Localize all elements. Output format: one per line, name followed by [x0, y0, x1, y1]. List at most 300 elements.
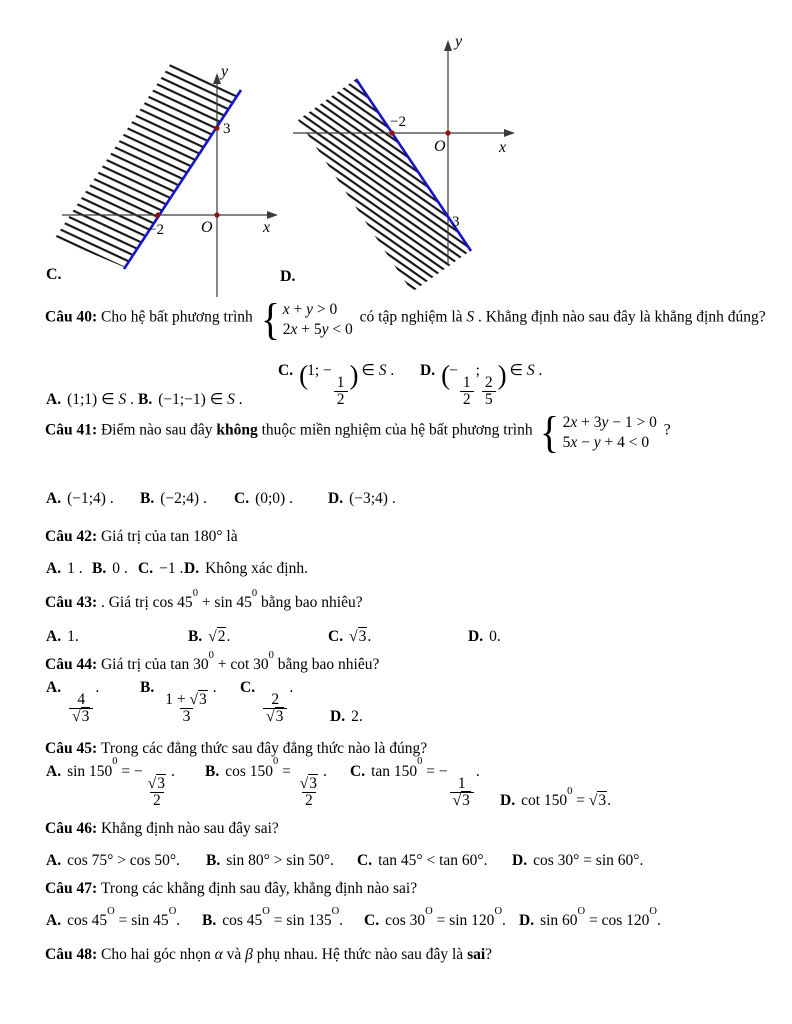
radicand: 3: [81, 708, 90, 726]
x-intercept-label: −2: [148, 222, 164, 238]
plain-text: + 3: [577, 414, 602, 431]
option-key: A.: [46, 678, 62, 696]
brace-icon: {: [540, 408, 560, 458]
question-q40: [45, 295, 782, 345]
plain-text: Điểm nào sau đây: [100, 421, 217, 439]
option-key: B.: [188, 628, 203, 645]
plain-text: −: [449, 361, 458, 379]
plain-text: Cho hai góc nhọn: [100, 946, 215, 963]
y-axis-label: y: [221, 63, 229, 80]
plain-text: và: [222, 946, 246, 963]
bold-text: Câu 42:: [45, 528, 101, 545]
question-q44: [45, 649, 782, 674]
numerator: [162, 692, 211, 709]
numerator: [145, 776, 169, 793]
option-q45-b: [205, 756, 327, 810]
point-x-intercept: [155, 212, 160, 217]
plain-text: 3: [182, 708, 191, 726]
plain-text: Cho hệ bất phương trình: [100, 308, 257, 326]
option-q46-b: [206, 852, 334, 870]
math-variable: β: [245, 946, 253, 963]
plain-text: cos 75° > cos 50°.: [67, 852, 180, 869]
radicand: 3: [198, 690, 207, 708]
plain-text: = sin 120: [432, 912, 495, 929]
plain-text: .: [212, 678, 217, 696]
answers-q47: [0, 906, 792, 930]
question-q41: [45, 408, 782, 458]
plain-text: cos 30° = sin 60°.: [533, 852, 644, 869]
plain-text: ?: [659, 421, 671, 439]
plain-text: .: [171, 762, 175, 780]
radicand: 3: [309, 774, 318, 792]
plain-text: bằng bao nhiêu?: [273, 656, 380, 673]
plain-text: < 0: [328, 321, 353, 339]
option-key: D.: [328, 490, 344, 507]
plain-text: Giá trị của tan 30: [100, 656, 209, 673]
radical: √3: [299, 774, 318, 792]
origin-label: O: [434, 138, 446, 155]
numerator: [268, 692, 282, 709]
plain-text: Trong các khẳng định sau đây, khẳng định nào sai?: [100, 880, 418, 897]
x-axis-arrow-icon: [504, 129, 515, 137]
option-key: D.: [500, 792, 516, 809]
plain-text: (0;0) .: [255, 490, 293, 507]
inequality-system: [260, 295, 353, 345]
plain-text: .: [95, 678, 100, 696]
point-origin: [214, 212, 219, 217]
plain-text: 0 .: [112, 560, 128, 577]
plain-text: 2: [562, 414, 571, 431]
radical: √3: [349, 628, 367, 645]
fraction: [460, 375, 474, 409]
fraction: [263, 692, 287, 726]
math-variable: S: [526, 361, 535, 379]
radicand: 3: [358, 628, 367, 645]
option-key: C.: [357, 852, 373, 869]
bold-text: Câu 46:: [45, 820, 101, 837]
option-key: A.: [46, 628, 62, 645]
brace-icon: {: [260, 295, 280, 345]
option-q41-d: [328, 490, 396, 508]
plain-text: −1 .: [159, 560, 184, 577]
plain-text: . Khẳng định nào sau đây là khẳng định đúng?: [474, 308, 766, 326]
option-q47-d: [519, 905, 661, 930]
plain-text: =: [572, 792, 589, 809]
plain-text: .: [607, 792, 612, 809]
superscript: 0: [112, 756, 118, 768]
option-key: D.: [420, 361, 436, 379]
superscript: 0: [251, 587, 258, 599]
superscript: O: [262, 905, 270, 917]
denominator: [450, 792, 474, 810]
plain-text: 2: [484, 373, 493, 391]
plain-text: 5: [484, 391, 493, 409]
option-key: C.: [328, 628, 344, 645]
figure-d-graph: [285, 30, 550, 300]
system-row: [563, 413, 657, 433]
math-variable: y: [601, 414, 609, 431]
superscript: 0: [268, 649, 274, 661]
option-key: D.: [184, 560, 200, 577]
radicand: 3: [598, 792, 607, 809]
plain-text: = cos 120: [585, 912, 650, 929]
plain-text: = sin 135: [269, 912, 332, 929]
option-key: C.: [350, 762, 366, 780]
plain-text: 1 .: [67, 560, 83, 577]
option-q44-b: [140, 679, 217, 726]
numerator: [460, 375, 474, 392]
x-axis-arrow-icon: [267, 211, 278, 219]
option-key: A.: [46, 560, 62, 577]
option-key: C.: [138, 560, 154, 577]
answers-q41: [0, 482, 792, 508]
plain-text: .: [234, 391, 243, 408]
plain-text: 1: [336, 373, 345, 391]
option-q40-c: [278, 361, 394, 409]
figure-d-label: D.: [280, 268, 296, 285]
fraction: [334, 375, 348, 409]
plain-text: cos 150: [225, 762, 274, 780]
answers-q44: [0, 678, 792, 726]
math-variable: S: [378, 361, 387, 379]
option-key: C.: [364, 912, 380, 929]
y-intercept-label: 3: [452, 214, 460, 230]
denominator: [482, 391, 496, 409]
plain-text: ?: [485, 946, 493, 963]
y-axis-arrow-icon: [444, 40, 452, 51]
x-axis-label: x: [499, 139, 507, 156]
option-key: C.: [240, 678, 256, 696]
system-row: [283, 320, 353, 340]
math-variable: x: [282, 301, 290, 318]
plain-text: Không xác định.: [205, 560, 308, 577]
plain-text: 2: [271, 690, 280, 708]
bold-text: Câu 45:: [45, 740, 101, 757]
plain-text: 1 +: [165, 690, 190, 708]
option-q43-c: [328, 628, 371, 646]
superscript: O: [494, 905, 503, 917]
radicand: 3: [275, 708, 284, 726]
question-q42: [45, 528, 782, 546]
option-key: C.: [234, 490, 250, 507]
fraction: [482, 375, 496, 409]
superscript: 0: [192, 587, 198, 599]
plain-text: 2: [305, 792, 313, 810]
plain-text: cos 30: [385, 912, 426, 929]
math-variable: x: [570, 414, 578, 431]
plain-text: + 4 < 0: [600, 434, 650, 452]
bold-text: Câu 43:: [45, 594, 101, 611]
point-x-intercept: [389, 130, 394, 135]
plain-text: .: [289, 678, 294, 696]
plain-text: (−2;4) .: [160, 490, 207, 507]
option-q41-c: [234, 490, 293, 508]
radical: √3: [189, 690, 207, 708]
plain-text: 2: [153, 792, 161, 810]
superscript: 0: [208, 649, 214, 661]
plain-text: 2: [336, 391, 345, 409]
plain-text: cos 45: [67, 912, 108, 929]
option-key: C.: [278, 361, 294, 379]
shaded-region: [298, 79, 470, 292]
answers-q45: [0, 756, 792, 810]
numerator: [482, 375, 496, 392]
plain-text: sin 60: [540, 912, 578, 929]
bold-text: Câu 40:: [45, 308, 101, 326]
option-key: D.: [468, 628, 484, 645]
plain-text: .: [386, 361, 395, 379]
plain-text: .: [657, 912, 661, 929]
plain-text: Khẳng định nào sau đây sai?: [100, 820, 279, 837]
math-variable: x: [570, 434, 578, 452]
plain-text: + cot 30: [213, 656, 269, 673]
plain-text: 1.: [67, 628, 79, 645]
denominator: [460, 391, 474, 409]
option-key: A.: [46, 391, 62, 408]
superscript: O: [107, 905, 115, 917]
figure-c-graph: [40, 45, 280, 300]
option-q45-c: [350, 756, 480, 810]
denominator: [334, 391, 348, 409]
plain-text: Giá trị của tan 180° là: [100, 528, 238, 545]
superscript: 0: [567, 785, 573, 797]
fraction: [450, 776, 474, 810]
plain-text: .: [176, 912, 181, 929]
radical: √3: [266, 708, 284, 726]
plain-text: 2: [282, 321, 291, 339]
plain-text: .: [534, 361, 543, 379]
option-q40-b: [138, 390, 243, 409]
option-key: B.: [205, 762, 220, 780]
plain-text: + 5: [297, 321, 322, 339]
plain-text: .: [226, 628, 231, 645]
big-paren: ): [349, 359, 358, 390]
option-q46-d: [512, 852, 643, 870]
plain-text: > 0: [313, 301, 338, 318]
option-q44-c: [240, 679, 293, 726]
plain-text: 5: [562, 434, 571, 452]
plain-text: cot 150: [521, 792, 568, 809]
option-q42-b: [92, 560, 128, 578]
big-paren: ): [497, 359, 506, 390]
question-q43: [45, 587, 782, 612]
answers-q43: [0, 622, 792, 646]
plain-text: −: [577, 434, 594, 452]
plain-text: (−3;4) .: [349, 490, 396, 507]
option-key: D.: [330, 708, 346, 725]
plain-text: bằng bao nhiêu?: [257, 594, 363, 611]
option-key: B.: [140, 490, 155, 507]
option-q42-c: [138, 560, 183, 578]
superscript: 0: [273, 756, 279, 768]
radicand: 2: [217, 628, 226, 645]
denominator: [180, 708, 194, 726]
radical: √3: [452, 792, 470, 810]
question-q47: [45, 880, 782, 898]
option-q40-d: [420, 361, 542, 409]
option-q47-c: [364, 905, 506, 930]
plain-text: 1; −: [307, 361, 332, 379]
option-key: A.: [46, 490, 62, 507]
option-q47-a: [46, 905, 181, 930]
plain-text: − 1 > 0: [608, 414, 657, 431]
math-variable: S: [118, 391, 127, 408]
option-key: A.: [46, 912, 62, 929]
plain-text: = −: [117, 762, 143, 780]
plain-text: 2.: [351, 708, 363, 725]
plain-text: .: [502, 912, 506, 929]
plain-text: phụ nhau. Hệ thức nào sau đây là: [252, 946, 468, 963]
bold-text: sai: [467, 946, 486, 963]
option-q44-a: [46, 679, 99, 726]
denominator: [302, 792, 316, 810]
denominator: [69, 708, 93, 726]
plain-text: .: [367, 628, 372, 645]
plain-text: . Giá trị cos 45: [100, 594, 193, 611]
option-key: A.: [46, 762, 62, 780]
plain-text: tan 150: [371, 762, 418, 780]
answers-q46: [0, 848, 792, 870]
radicand: 3: [157, 774, 166, 792]
radical: √2: [208, 628, 226, 645]
bold-text: Câu 48:: [45, 946, 101, 963]
plain-text: 0.: [489, 628, 501, 645]
option-q41-b: [140, 490, 207, 508]
plain-text: = −: [422, 762, 448, 780]
radical: √3: [72, 708, 90, 726]
answers-q42: [0, 556, 792, 578]
plain-text: + sin 45: [197, 594, 252, 611]
y-intercept-label: 3: [223, 121, 231, 137]
option-key: B.: [92, 560, 107, 577]
math-variable: x: [290, 321, 298, 339]
plain-text: +: [289, 301, 307, 318]
numerator: [74, 692, 88, 709]
plain-text: sin 150: [67, 762, 113, 780]
superscript: O: [649, 905, 658, 917]
y-axis-arrow-icon: [213, 73, 221, 84]
option-q42-d: [184, 560, 308, 578]
plain-text: 1: [457, 774, 466, 792]
bold-text: Câu 44:: [45, 656, 101, 673]
option-q46-c: [357, 852, 487, 870]
fraction: [162, 692, 211, 726]
system-row: [283, 300, 353, 320]
superscript: O: [168, 905, 177, 917]
superscript: O: [577, 905, 586, 917]
x-intercept-label: −2: [390, 114, 406, 130]
plain-text: cos 45: [222, 912, 263, 929]
option-q47-b: [202, 905, 344, 930]
option-q45-a: [46, 756, 175, 810]
plain-text: thuộc miền nghiệm của hệ bất phương trình: [257, 421, 537, 439]
superscript: 0: [417, 756, 423, 768]
answers-q40: [0, 359, 792, 409]
radical: √3: [588, 792, 607, 809]
option-key: D.: [512, 852, 528, 869]
plain-text: (1;1) ∈: [67, 391, 119, 408]
plain-text: .: [126, 391, 134, 408]
plain-text: có tập nghiệm là: [355, 308, 467, 326]
y-axis-label: y: [455, 33, 463, 50]
option-q43-b: [188, 628, 230, 646]
plain-text: Trong các đẳng thức sau đây đẳng thức nào là đúng?: [100, 740, 428, 757]
option-key: B.: [206, 852, 221, 869]
plain-text: tan 45° < tan 60°.: [378, 852, 488, 869]
fraction: [297, 776, 321, 810]
big-paren: (: [441, 359, 450, 390]
question-q46: [45, 820, 782, 838]
option-q45-d: [500, 785, 612, 810]
plain-text: =: [278, 762, 295, 780]
denominator: [150, 792, 164, 810]
option-q43-a: [46, 628, 79, 646]
system-row: [563, 433, 657, 453]
radicand: 3: [462, 792, 470, 810]
x-axis-label: x: [263, 219, 271, 236]
option-q46-a: [46, 852, 180, 870]
math-variable: S: [466, 308, 475, 326]
plain-text: 1: [462, 373, 471, 391]
plain-text: .: [339, 912, 344, 929]
superscript: O: [425, 905, 433, 917]
option-key: B.: [140, 678, 155, 696]
plain-text: = sin 45: [114, 912, 169, 929]
numerator: [297, 776, 321, 793]
math-variable: y: [321, 321, 329, 339]
point-y-intercept: [214, 125, 219, 130]
option-key: D.: [519, 912, 535, 929]
plain-text: .: [475, 762, 480, 780]
math-variable: y: [306, 301, 314, 318]
plain-text: .: [323, 762, 327, 780]
option-q44-d: [330, 708, 363, 726]
figure-c-label: C.: [46, 266, 62, 283]
fraction: [69, 692, 93, 726]
plain-text: 2: [462, 391, 471, 409]
option-key: B.: [202, 912, 217, 929]
bold-text: Câu 41:: [45, 421, 101, 439]
plain-text: sin 80° > sin 50°.: [226, 852, 334, 869]
plain-text: (−1;4) .: [67, 490, 114, 507]
plain-text: ;: [475, 361, 480, 379]
math-variable: α: [214, 946, 223, 963]
system-rows: [563, 413, 657, 453]
denominator: [263, 708, 287, 726]
bold-text: Câu 47:: [45, 880, 101, 897]
question-q45: [45, 740, 782, 758]
superscript: O: [331, 905, 340, 917]
plain-text: ∈: [357, 361, 379, 379]
inequality-system: [539, 408, 657, 458]
option-q43-d: [468, 628, 501, 646]
question-q48: [45, 946, 782, 964]
plain-text: (−1;−1) ∈: [158, 391, 228, 408]
radical: √3: [147, 774, 166, 792]
big-paren: (: [299, 359, 308, 390]
math-variable: y: [593, 434, 601, 452]
bold-text: không: [216, 421, 258, 439]
origin-label: O: [201, 219, 213, 236]
option-key: B.: [138, 391, 153, 408]
plain-text: ∈: [505, 361, 527, 379]
option-q40-a: [46, 390, 134, 409]
option-q42-a: [46, 560, 83, 578]
option-q41-a: [46, 490, 114, 508]
numerator: [334, 375, 348, 392]
numerator: [455, 776, 469, 793]
option-key: A.: [46, 852, 62, 869]
